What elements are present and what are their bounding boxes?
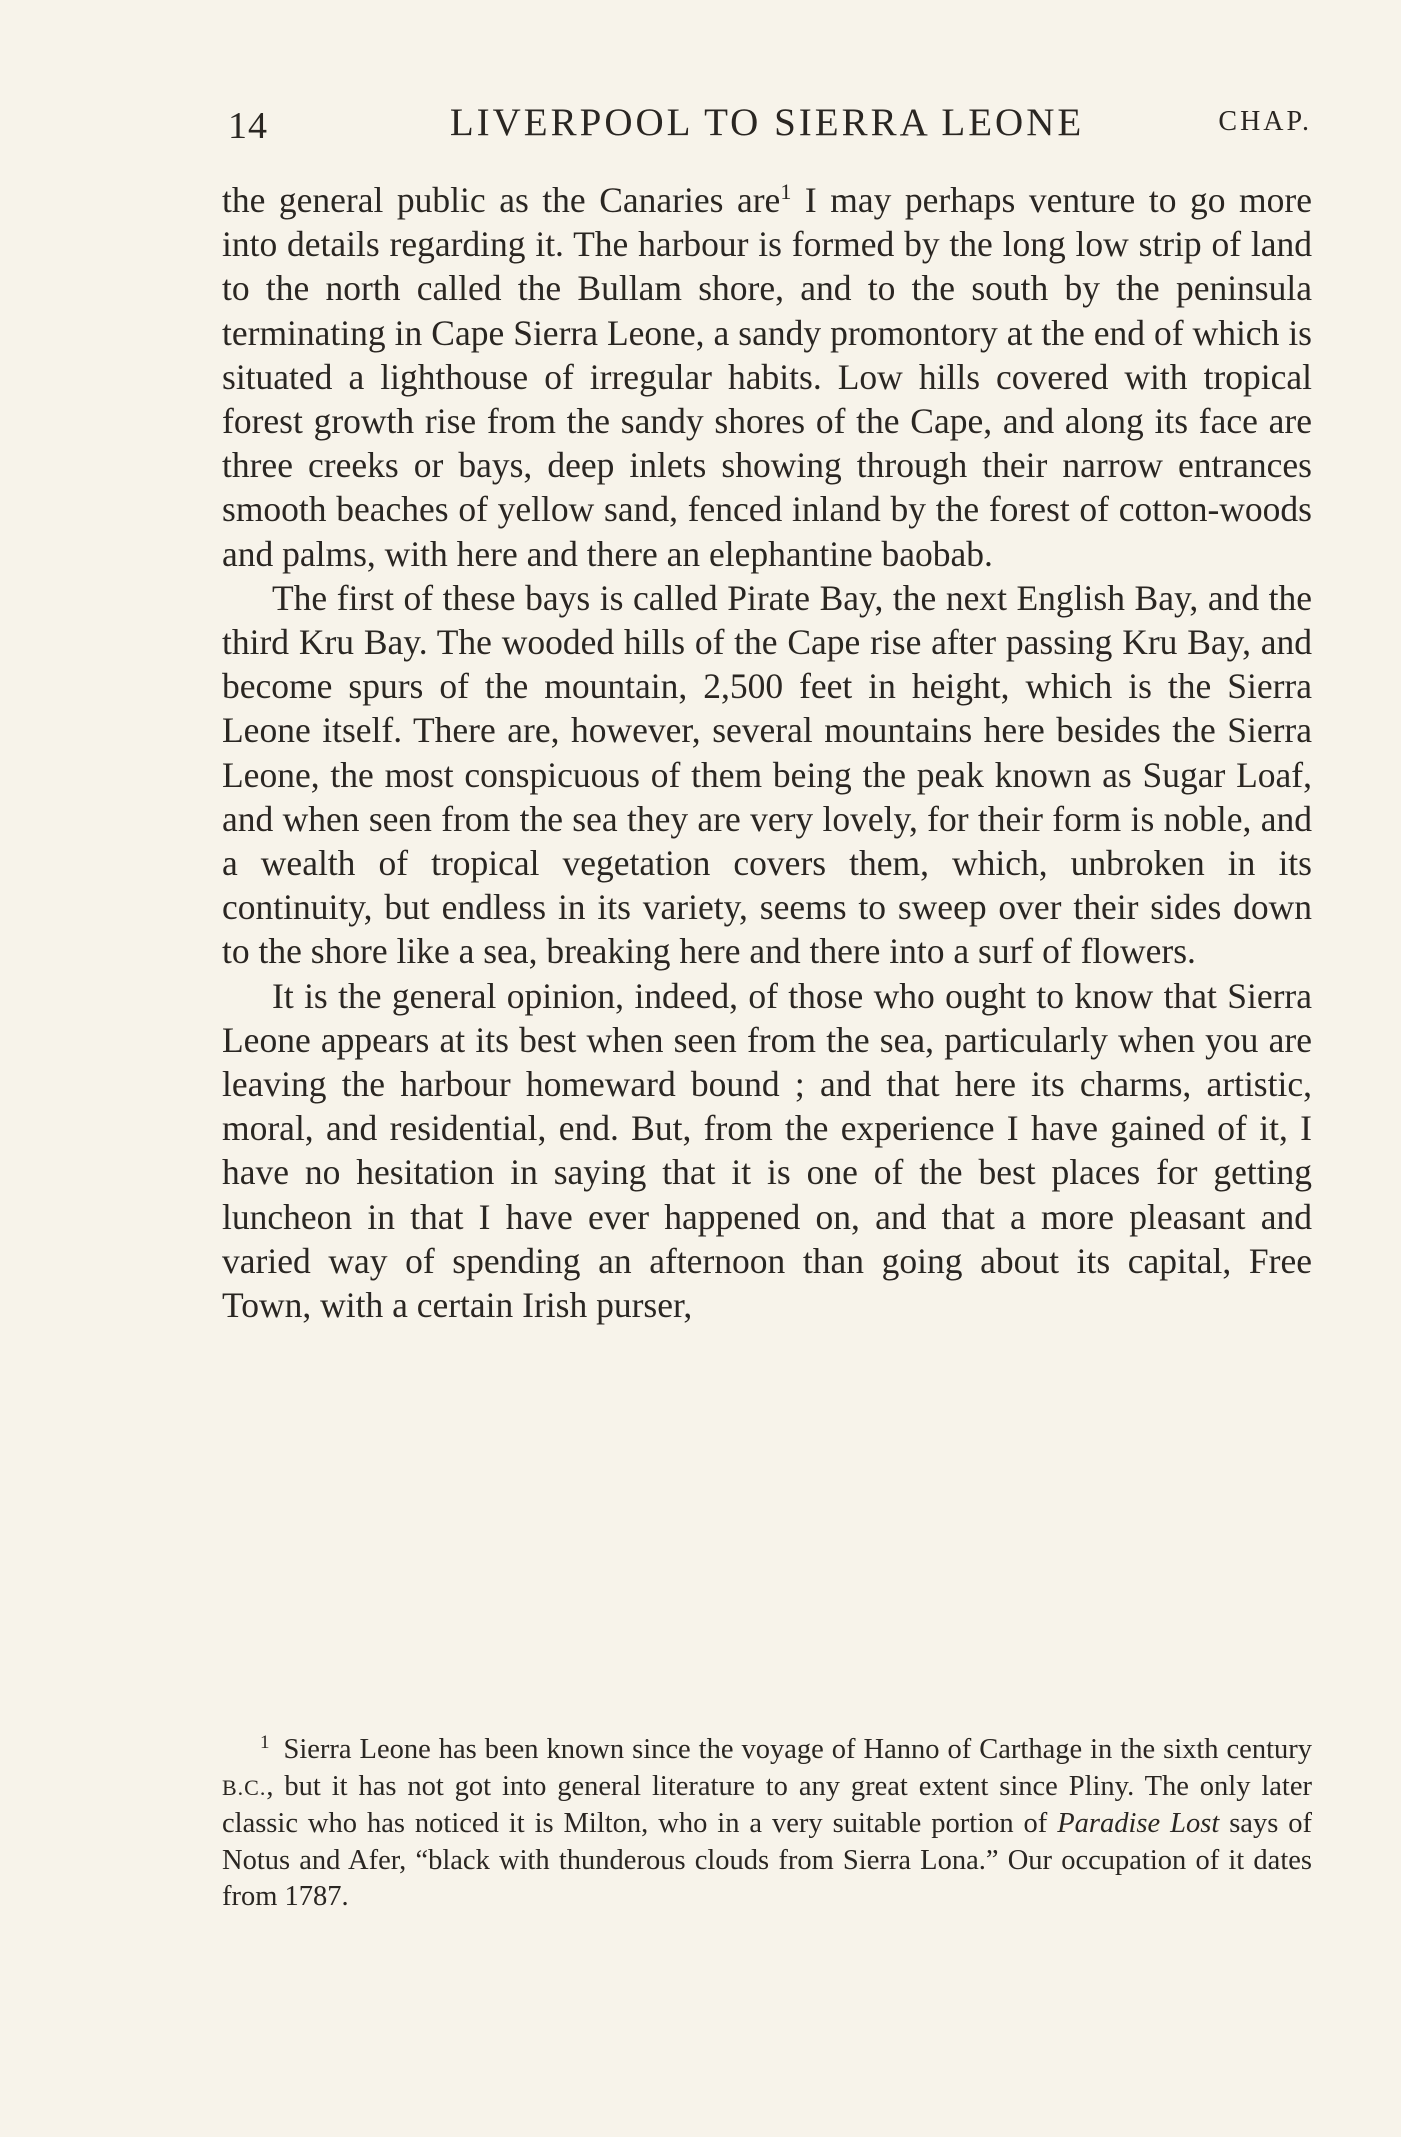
- footnote-text-part-1: Sierra Leone has been known since the voyage of Hanno of Carthage in the sixth century: [283, 1734, 1312, 1765]
- footnote-text-part-3: says of Notus and Afer, “black with thunderous clouds from Sierra Lona.” Our occupation of it dates from 1787.: [222, 1808, 1312, 1912]
- page-number: 14: [228, 105, 268, 147]
- footnote-reference: 1: [780, 179, 792, 205]
- footnote-text: [222, 1732, 1312, 1916]
- paragraph-1-start: the general public as the Canaries are: [222, 180, 781, 220]
- footnote-work-title: Paradise Lost: [1057, 1808, 1220, 1839]
- chapter-label: CHAP.: [1218, 106, 1312, 137]
- footnote-era: B.C.: [222, 1774, 267, 1800]
- running-title: LIVERPOOL TO SIERRA LEONE: [449, 101, 1085, 144]
- page-header: [222, 96, 1312, 156]
- paragraph-2: The first of these bays is called Pirate Bay, the next English Bay, and the third Kru Bay. The wooded hills of the Cape rise after passing Kru Bay, and become spurs of the mountain, 2,500 feet in height, which is the Sierra Leone itself. There are, however, several mountains here besides the Sierra Leone, the most conspicuous of them being the peak known as Sugar Loaf, and when seen from the sea they are very lovely, for their form is noble, and a wealth of tropical vegetation covers them, which, unbroken in its continuity, but endless in its variety, seems to sweep over their sides down to the shore like a sea, breaking here and there into a surf of flowers.: [222, 577, 1312, 972]
- footnote: [222, 1732, 1312, 1916]
- paragraph-1: [222, 178, 1312, 576]
- paragraph-1-rest: I may perhaps venture to go more into details regarding it. The harbour is formed by the long low strip of land to the north called the Bullam shore, and to the south by the peninsula terminating in Cape Sierra Leone, a sandy promontory at the end of which is situated a lighthouse of irregular habits. Low hills covered with tropical forest growth rise from the sandy shores of the Cape, and along its face are three creeks or bays, deep inlets showing through their narrow entrances smooth beaches of yellow sand, fenced inland by the forest of cotton-woods and palms, with here and there an elephantine baobab.: [222, 180, 1312, 574]
- footnote-marker: 1: [260, 1731, 270, 1753]
- footnote-text-part-2: , but it has not got into general literature to any great extent since Pliny. The only later classic who has noticed it is Milton, who in a very suitable portion of: [222, 1770, 1312, 1839]
- body-text: [222, 178, 1312, 1327]
- paragraph-3: It is the general opinion, indeed, of those who ought to know that Sierra Leone appears at its best when seen from the sea, particularly when you are leaving the harbour homeward bound ; and that here its charms, artistic, moral, and residential, end. But, from the experience I have gained of it, I have no hesitation in saying that it is one of the best places for getting luncheon in that I have ever happened on, and that a more pleasant and varied way of spending an afternoon than going about its capital, Free Town, with a certain Irish purser,: [222, 975, 1312, 1326]
